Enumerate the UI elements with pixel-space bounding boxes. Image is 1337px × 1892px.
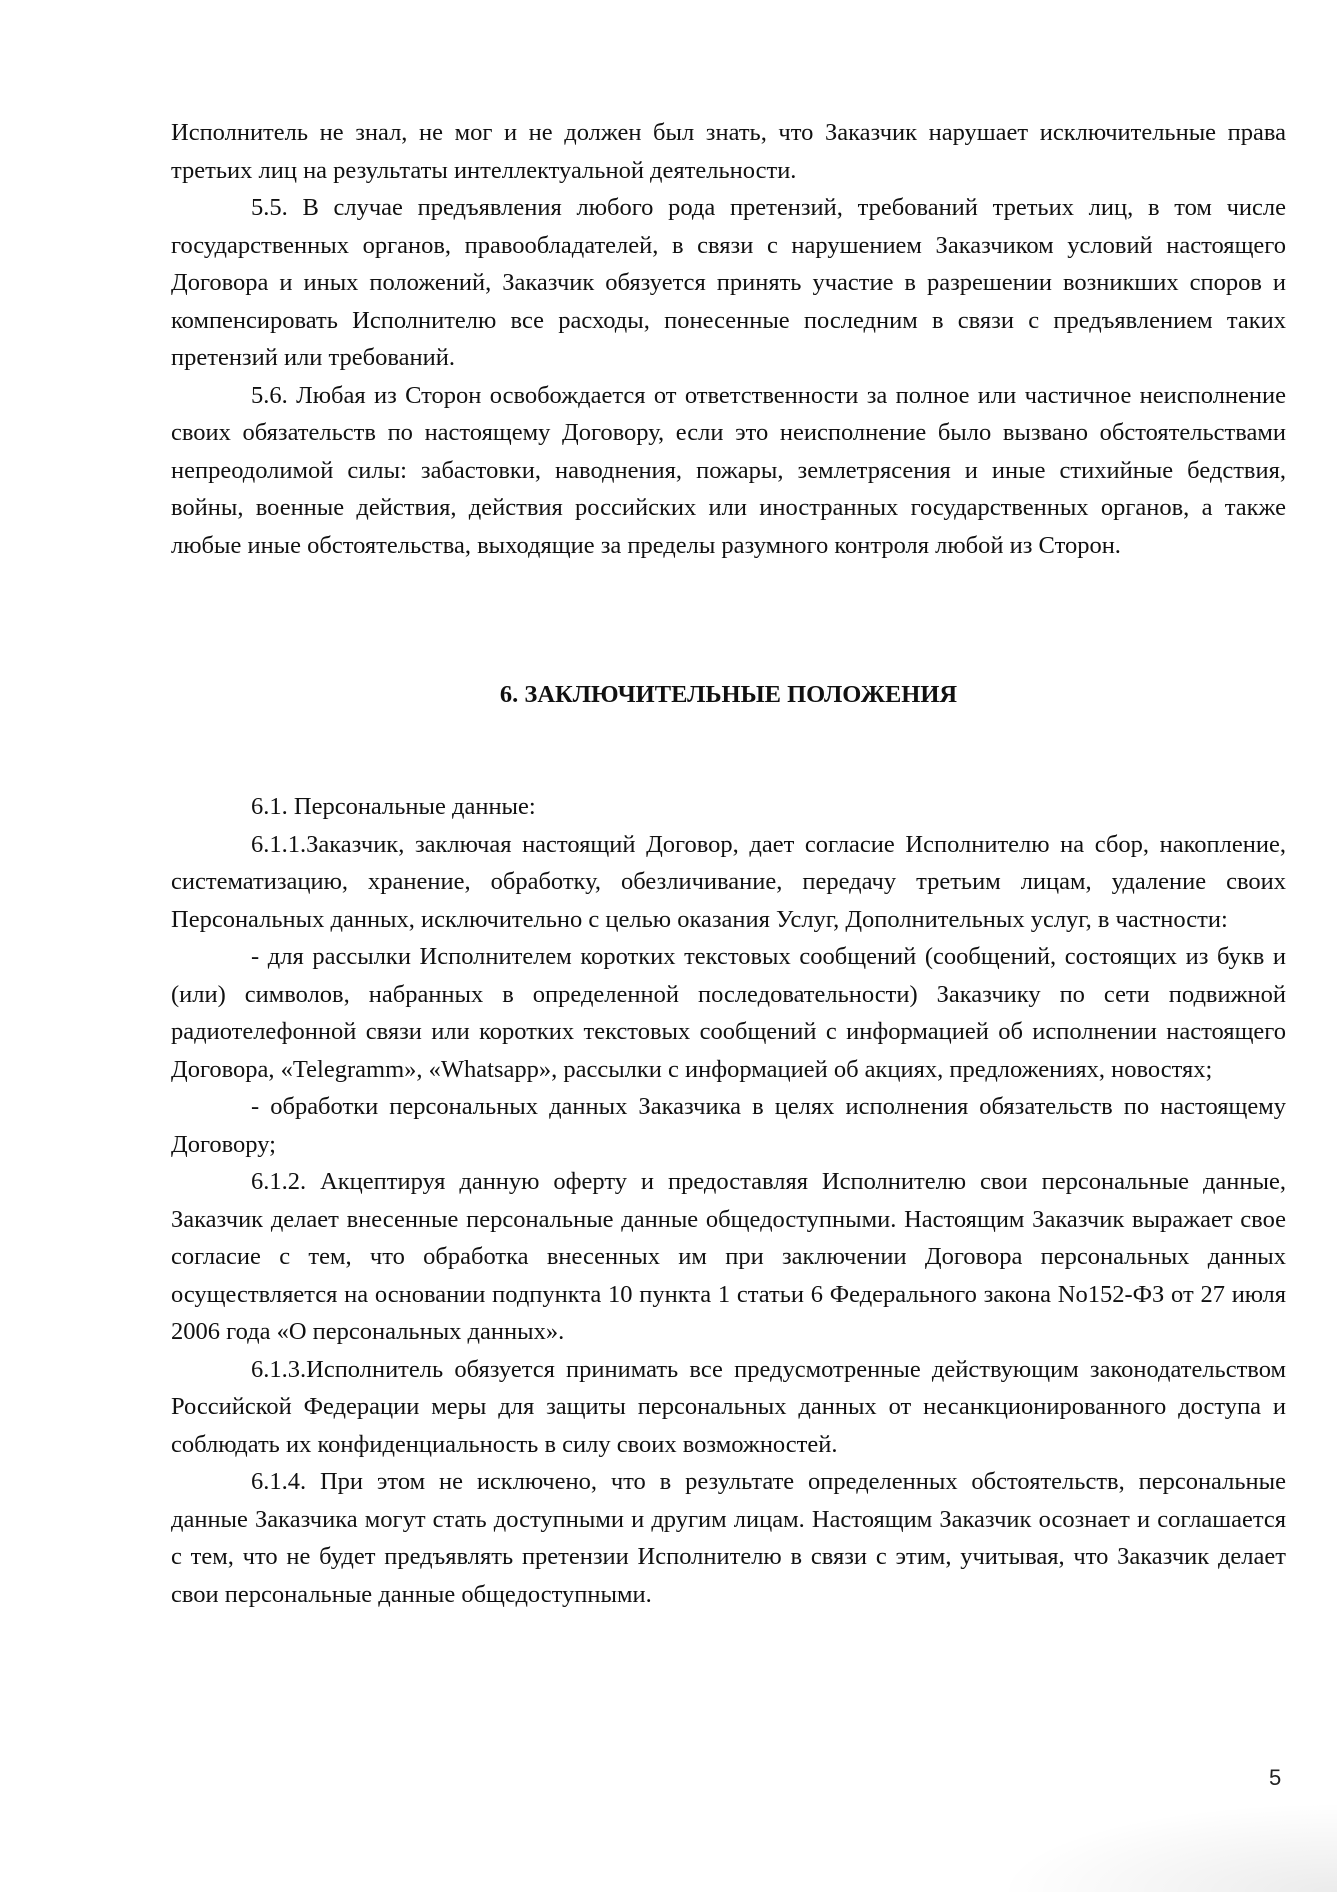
paragraph-continuation: Исполнитель не знал, не мог и не должен был знать, что Заказчик нарушает исключительные права третьих лиц на результаты интеллектуальной деятельности. bbox=[171, 119, 1286, 184]
paragraph-6-1-2: 6.1.2. Акцептируя данную оферту и предоставляя Исполнителю свои персональные данные, Заказчик делает внесенные персональные данные общедоступными. Настоящим Заказчик выражает свое согласие с тем, что обработка внесенных им при заключении Договора персональных данных осуществляется на основании подпункта 10 пункта 1 статьи 6 Федерального закона No152-ФЗ от 27 июля 2006 года «О персональных данных». bbox=[171, 1168, 1286, 1345]
list-item-sms: - для рассылки Исполнителем коротких текстовых сообщений (сообщений, состоящих из букв и (или) символов, набранных в определенной последовательности) Заказчику по сети подвижной радиотелефонной связи или коротких текстовых сообщений с информацией об исполнении настоящего Договора, «Telegramm», «Whatsapp», рассылки с информацией об акциях, предложениях, новостях; bbox=[171, 943, 1286, 1083]
list-item-processing: - обработки персональных данных Заказчика в целях исполнения обязательств по настоящему Договору; bbox=[171, 1093, 1286, 1158]
page-number: 5 bbox=[1269, 1765, 1282, 1790]
paragraph-5-5: 5.5. В случае предъявления любого рода претензий, требований третьих лиц, в том числе государственных органов, правообладателей, в связи с нарушением Заказчиком условий настоящего Договора и иных положений, Заказчик обязуется принять участие в разрешении возникших споров и компенсировать Исполнителю все расходы, понесенные последним в связи с предъявлением таких претензий или требований. bbox=[171, 194, 1286, 371]
page-corner-shadow bbox=[997, 1802, 1337, 1892]
paragraph-5-6: 5.6. Любая из Сторон освобождается от ответственности за полное или частичное неисполнение своих обязательств по настоящему Договору, если это неисполнение было вызвано обстоятельствами непреодолимой силы: забастовки, наводнения, пожары, землетрясения и иные стихийные бедствия, войны, военные действия, действия российских или иностранных государственных органов, а также любые иные обстоятельства, выходящие за пределы разумного контроля любой из Сторон. bbox=[171, 381, 1286, 559]
bottom-text-block bbox=[171, 788, 1286, 1613]
paragraph-6-1-3: 6.1.3.Исполнитель обязуется принимать все предусмотренные действующим законодательством Российской Федерации меры для защиты персональных данных от несанкционированного доступа и соблюдать их конфиденциальность в силу своих возможностей. bbox=[171, 1355, 1286, 1458]
top-text-block bbox=[171, 114, 1286, 564]
paragraph-6-1: 6.1. Персональные данные: bbox=[251, 793, 536, 820]
paragraph-6-1-1: 6.1.1.Заказчик, заключая настоящий Договор, дает согласие Исполнителю на сбор, накопление, систематизацию, хранение, обработку, обезличивание, передачу третьим лицам, удаление своих Персональных данных, исключительно с целью оказания Услуг, Дополнительных услуг, в частности: bbox=[171, 830, 1286, 933]
paragraph-6-1-4: 6.1.4. При этом не исключено, что в результате определенных обстоятельств, персональные данные Заказчика могут стать доступными и другим лицам. Настоящим Заказчик осознает и соглашается с тем, что не будет предъявлять претензии Исполнителю в связи с этим, учитывая, что Заказчик делает свои персональные данные общедоступными. bbox=[171, 1468, 1286, 1608]
section-heading: 6. ЗАКЛЮЧИТЕЛЬНЫЕ ПОЛОЖЕНИЯ bbox=[499, 681, 958, 708]
